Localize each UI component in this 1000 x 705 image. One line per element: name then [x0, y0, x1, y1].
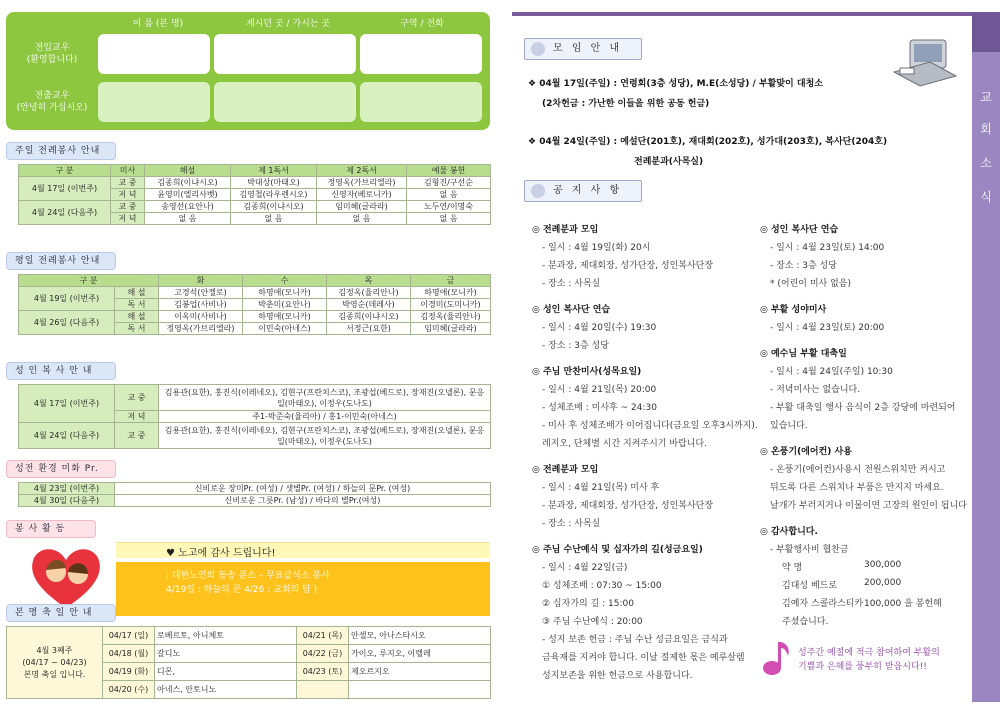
patron-table [6, 626, 491, 699]
cell: 이경미(도미니카) [411, 299, 491, 311]
notice-line: - 일시 : 4월 24일(주일) 10:30 [770, 367, 893, 377]
meeting-title: 모 임 안 내 [524, 38, 642, 60]
notice-line: - 일시 : 4월 21일(목) 20:00 [542, 385, 657, 395]
table-row [19, 483, 491, 495]
notice-line: - 일시 : 4월 22일(금) [542, 563, 628, 573]
patron-section-title: 본 명 축 일 안 내 [6, 604, 116, 622]
notice-line: - 온풍기(에어컨)사용시 전원스위치만 켜시고 [770, 465, 946, 475]
notice-line: 레지오, 단체별 시간 지켜주시기 바랍니다. [542, 439, 707, 449]
donor-name: 김대성 베드로 [782, 581, 838, 591]
notice-line: - 장소 : 사목실 [542, 279, 601, 289]
table-row [19, 423, 491, 449]
sunday-section-title: 주일 전례봉사 안내 [6, 142, 116, 160]
meeting-line: (2차헌금 : 가난한 이들을 위한 공동 헌금) [542, 99, 710, 109]
reg-header-area: 구역 / 전화 [400, 19, 444, 29]
reg-in-area-box[interactable] [360, 34, 482, 74]
cell: 신비로운 그릇Pr. (남성) / 바다의 별Pr.(여성) [115, 495, 491, 507]
cell: 박영순(데레사) [327, 299, 411, 311]
sidebar-char: 교 [980, 90, 992, 104]
cell: 김용관(요한), 홍진식(이레네오), 김현구(프란치스코), 조광섭(베드로), 장재진(오넬론), 문응일(마태오), 이정우(도나도) [159, 423, 491, 449]
patron-name: 갈디노 [155, 645, 297, 663]
role-cell: 해 설 [115, 311, 159, 323]
cell: 이민숙(아네스) [243, 323, 327, 335]
notice-line: - 미사 후 성체조배가 이어집니다(금요일 오후3시까지). [542, 421, 758, 431]
patron-name: 제오르지오 [349, 663, 491, 681]
date-cell: 4월 19일 (이번주) [19, 287, 115, 311]
reg-in-place-box[interactable] [214, 34, 356, 74]
cell: 박춘미(요안나) [243, 299, 327, 311]
notice-line: - 일시 : 4월 23일(토) 14:00 [770, 243, 885, 253]
cell: 없 음 [231, 213, 317, 225]
cell: 김종희(이냐시오) [327, 311, 411, 323]
notice-line: - 일시 : 4월 19일(화) 20시 [542, 243, 651, 253]
patron-name: 아네스, 안토니노 [155, 681, 297, 699]
sunday-header-cell: 제 2독서 [317, 165, 407, 177]
cell: 김종희(이냐시오) [145, 177, 231, 189]
cell: 서정근(요한) [327, 323, 411, 335]
table-row [19, 287, 491, 299]
patron-date: 04/19 (화) [103, 663, 155, 681]
notice-line: ① 성체조배 : 07:30 ~ 15:00 [542, 581, 662, 591]
volunteer-line2: 4/19일 : 하늘의 문 4/26 : 교회의 탑 ) [166, 585, 318, 595]
mass-cell: 교 중 [115, 385, 159, 411]
table-row [19, 177, 491, 189]
notice-line: 성지보존을 위한 헌금으로 사용합니다. [542, 671, 693, 681]
cell: 없 음 [317, 213, 407, 225]
sidebar-char: 식 [980, 190, 992, 204]
mass-cell: 저 녁 [111, 213, 145, 225]
cell: 정영옥(가브리엘라) [159, 323, 243, 335]
sunday-header-cell: 구 분 [19, 165, 111, 177]
mass-cell: 교 중 [111, 177, 145, 189]
volunteer-thanks: ♥ 노고에 감사 드립니다! [166, 548, 276, 559]
donor-name: 약 명 [782, 563, 803, 573]
heart-couple-icon [26, 542, 106, 612]
notice-line: - 일시 : 4월 20일(수) 19:30 [542, 323, 657, 333]
cell: 윤영미(엘리사벳) [145, 189, 231, 201]
volunteer-section-title: 봉 사 활 동 [6, 520, 96, 538]
notice-line: * (어린이 미사 없음) [770, 279, 851, 289]
notice-line: - 성지 보존 헌금 : 주님 수난 성금요일은 금식과 [542, 635, 728, 645]
cell: 김용관(요한), 홍진식(이레네오), 김현구(프란치스코), 조광섭(베드로), 장재진(오넬론), 문응일(마태오), 이정우(도나도) [159, 385, 491, 411]
reg-row-out-label: 전출교우 (안녕히 가십시오) [16, 91, 88, 113]
mass-cell: 교 중 [111, 201, 145, 213]
patron-date: 04/18 (월) [103, 645, 155, 663]
cell: 없 음 [407, 189, 491, 201]
cell: 송영선(요안나) [145, 201, 231, 213]
cell: 김영철(라우렌시오) [231, 189, 317, 201]
env-section-title: 성전 환경 미화 Pr. [6, 460, 116, 478]
notice-heading: ◎ 주님 수난예식 및 십자가의 길(성금요일) [532, 545, 703, 555]
right-page [512, 12, 1000, 702]
mass-cell: 저 녁 [115, 411, 159, 423]
mailbox-icon [890, 32, 960, 88]
notice-line: - 일시 : 4월 21일(목) 미사 후 [542, 483, 660, 493]
weekday-header-cell: 화 [159, 275, 243, 287]
patron-date: 04/23 (토) [297, 663, 349, 681]
cell: 없 음 [145, 213, 231, 225]
patron-date: 04/17 (일) [103, 627, 155, 645]
sunday-header-cell: 예물 봉헌 [407, 165, 491, 177]
weekday-header-cell: 금 [411, 275, 491, 287]
table-row [19, 201, 491, 213]
cell: 김종희(이냐시오) [231, 201, 317, 213]
notice-line: - 장소 : 사목실 [542, 519, 601, 529]
meeting-line: ❖ 04월 24일(주일) : 예설단(201호), 재대회(202호), 성가대(203호), 복사단(204호) [528, 137, 888, 147]
notice-heading: ◎ 성인 복사단 연습 [760, 225, 839, 235]
church-news-sidebar [972, 12, 1000, 702]
mass-cell: 교 중 [115, 423, 159, 449]
patron-empty-date [297, 681, 349, 699]
notice-heading: ◎ 주님 만찬미사(성목요일) [532, 367, 642, 377]
notice-line: - 저녁미사는 없습니다. [770, 385, 861, 395]
altar-table [18, 384, 491, 449]
cell: 노두연/이명숙 [407, 201, 491, 213]
notice-heading: ◎ 예수님 부활 대축일 [760, 349, 847, 359]
table-row [19, 311, 491, 323]
reg-row-in-label: 전입교우 (환영합니다) [26, 43, 78, 65]
notice-line: - 성체조배 : 미사후 ~ 24:30 [542, 403, 657, 413]
notice-line: 날개가 부러지거나 이물이면 고장의 원인이 됩니다 [770, 501, 967, 511]
cell: 주1-박준숙(율리아) / 홍1-이민숙(아네스) [159, 411, 491, 423]
weekday-header-cell: 목 [327, 275, 411, 287]
sunday-table [18, 164, 491, 225]
cell: 정영옥(가브리엘라) [317, 177, 407, 189]
reg-out-place-box[interactable] [214, 82, 356, 122]
reg-out-area-box[interactable] [360, 82, 482, 122]
date-cell: 4월 24일 (다음주) [19, 423, 115, 449]
cell: 이옥미(사비나) [159, 311, 243, 323]
weekday-table [18, 274, 491, 335]
altar-section-title: 성 인 복 사 안 내 [6, 362, 116, 380]
sunday-header-cell: 제 1독서 [231, 165, 317, 177]
cell: 신영자(베로니카) [317, 189, 407, 201]
cell: 신비로운 장미Pr. (여성) / 샛별Pr. (여성) / 하늘의 문Pr. (여성) [115, 483, 491, 495]
mass-cell: 저 녁 [111, 189, 145, 201]
donor-name: 김예자 스콜라스티카 [782, 599, 864, 609]
cell: 없 음 [407, 213, 491, 225]
date-cell: 4월 26일 (다음주) [19, 311, 115, 335]
notice-title: 공 지 사 항 [524, 180, 642, 202]
date-cell: 4월 17일 (이번주) [19, 177, 111, 201]
notice-heading: ◎ 감사합니다. [760, 527, 818, 537]
role-cell: 해 설 [115, 287, 159, 299]
cell: 임미혜(글라라) [411, 323, 491, 335]
cell: 임미혜(글라라) [317, 201, 407, 213]
notice-line: ② 십자가의 길 : 15:00 [542, 599, 634, 609]
cell: 김봉업(사비나) [159, 299, 243, 311]
cell: 하명애(모니카) [411, 287, 491, 299]
notice-line: ③ 주님 수난예식 : 20:00 [542, 617, 643, 627]
person-icon [531, 184, 545, 198]
patron-name: 디몬, [155, 663, 297, 681]
donation-tail: 주셨습니다. [782, 617, 829, 627]
weekday-header-cell: 구 분 [19, 275, 159, 287]
table-row [19, 385, 491, 411]
notice-line: - 장소 : 3층 성당 [770, 261, 837, 271]
patron-date: 04/22 (금) [297, 645, 349, 663]
date-cell: 4월 24일 (다음주) [19, 201, 111, 225]
notice-heading: ◎ 전례분과 모임 [532, 465, 599, 475]
patron-date: 04/20 (수) [103, 681, 155, 699]
reg-header-name: 이 름 (본 명) [132, 19, 184, 29]
weekday-header-cell: 수 [243, 275, 327, 287]
patron-week-cell: 4월 3째주 (04/17 ~ 04/23) 본명 축일 입니다. [7, 627, 103, 699]
notice-heading: ◎ 부활 성야미사 [760, 305, 827, 315]
notice-line: - 분과장, 제대회장, 성가단장, 성인복사단장 [542, 261, 714, 271]
meeting-line: ❖ 04월 17일(주일) : 연령회(3층 성당), M.E(소성당) / 부활맞이 대청소 [528, 79, 823, 89]
notice-heading: ◎ 전례분과 모임 [532, 225, 599, 235]
role-cell: 독 서 [115, 323, 159, 335]
notice-line: - 분과장, 제대회장, 성가단장, 성인복사단장 [542, 501, 714, 511]
notice-heading: ◎ 온풍기(에어컨) 사용 [760, 447, 852, 457]
patron-name: 안셀모, 아나스타시오 [349, 627, 491, 645]
patron-name: 로베르토, 아니체토 [155, 627, 297, 645]
reg-header-place: 계시던 곳 / 가시는 곳 [245, 19, 331, 29]
table-row [19, 495, 491, 507]
date-cell: 4월 23일 (이번주) [19, 483, 115, 495]
cell: 하명애(모니카) [243, 287, 327, 299]
role-cell: 독 서 [115, 299, 159, 311]
date-cell: 4월 17일 (이번주) [19, 385, 115, 423]
patron-empty-name [349, 681, 491, 699]
patron-name: 가이오, 루지오, 이렐레 [349, 645, 491, 663]
notice-line: 뒤도록 다른 스위치나 부품은 만지지 마세요. [770, 483, 944, 493]
notice-line: - 부활 대축일 행사 음식이 2층 강당에 마련되어 [770, 403, 956, 413]
weekday-section-title: 평일 전례봉사 안내 [6, 252, 116, 270]
donor-amount: 300,000 [864, 560, 902, 570]
meeting-line: 전례분과(사목실) [634, 157, 704, 167]
reg-out-name-box[interactable] [98, 82, 210, 122]
env-table [18, 482, 491, 507]
date-cell: 4월 30일 (다음주) [19, 495, 115, 507]
reg-in-name-box[interactable] [98, 34, 210, 74]
notice-line: 있습니다. [770, 421, 808, 431]
notice-line: - 부활행사비 협찬금 [770, 545, 849, 555]
volunteer-line1: : 대한노인회 동송 분소 – 무료급식소 봉사 [166, 571, 330, 581]
cell: 김정옥(율리안나) [327, 287, 411, 299]
notice-line: - 일시 : 4월 23일(토) 20:00 [770, 323, 885, 333]
donor-amount: 200,000 [864, 578, 902, 588]
person-icon [531, 42, 545, 56]
patron-date: 04/21 (목) [297, 627, 349, 645]
cell: 박대상(마태오) [231, 177, 317, 189]
cell: 김형진/구선순 [407, 177, 491, 189]
donor-amount: 100,000 을 봉헌해 [864, 599, 942, 609]
registration-panel [6, 12, 490, 130]
sunday-header-cell: 미사 [111, 165, 145, 177]
cell: 김정옥(율리안나) [411, 311, 491, 323]
notice-line: - 장소 : 3층 성당 [542, 341, 609, 351]
bottom-message: 성주간 예절에 적극 참여하여 부활의 기쁨과 은혜를 풍부히 받읍시다!! [798, 648, 940, 672]
cell: 하명애(모니카) [243, 311, 327, 323]
left-page [6, 12, 490, 702]
sidebar-char: 회 [980, 122, 992, 136]
music-note-icon [760, 638, 794, 678]
cell: 고경석(안젤로) [159, 287, 243, 299]
notice-heading: ◎ 성인 복사단 연습 [532, 305, 611, 315]
notice-line: 금육재를 지켜야 합니다. 이날 절제한 몫은 예루살렘 [542, 653, 745, 663]
sidebar-char: 소 [980, 156, 992, 170]
table-row [7, 627, 491, 645]
sunday-header-cell: 해설 [145, 165, 231, 177]
